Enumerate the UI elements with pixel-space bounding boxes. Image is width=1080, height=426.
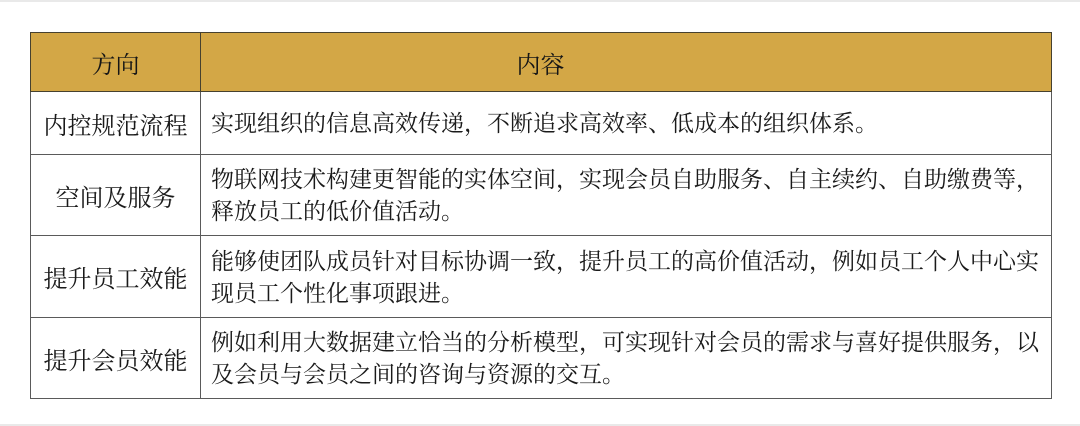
column-header-content: 内容 [201, 33, 1052, 92]
row-direction-label: 提升员工效能 [31, 236, 201, 318]
row-content-text: 例如利用大数据建立恰当的分析模型，可实现针对会员的需求与喜好提供服务，以及会员与会员之间的咨询与资源的交互。 [201, 318, 1052, 399]
column-header-direction: 方向 [31, 33, 201, 92]
table-row [31, 92, 1052, 155]
table-row [31, 155, 1052, 236]
table-header-row [31, 33, 1052, 92]
row-content-text: 能够使团队成员针对目标协调一致，提升员工的高价值活动，例如员工个人中心实现员工个性化事项跟进。 [201, 236, 1052, 318]
row-content-text: 物联网技术构建更智能的实体空间，实现会员自助服务、自主续约、自助缴费等，释放员工的低价值活动。 [201, 155, 1052, 236]
page-top-edge [0, 0, 1080, 2]
direction-content-table [30, 32, 1052, 399]
table-row [31, 236, 1052, 318]
row-direction-label: 提升会员效能 [31, 318, 201, 399]
row-content-text: 实现组织的信息高效传递，不断追求高效率、低成本的组织体系。 [201, 92, 1052, 155]
row-direction-label: 内控规范流程 [31, 92, 201, 155]
row-direction-label: 空间及服务 [31, 155, 201, 236]
table-row [31, 318, 1052, 399]
